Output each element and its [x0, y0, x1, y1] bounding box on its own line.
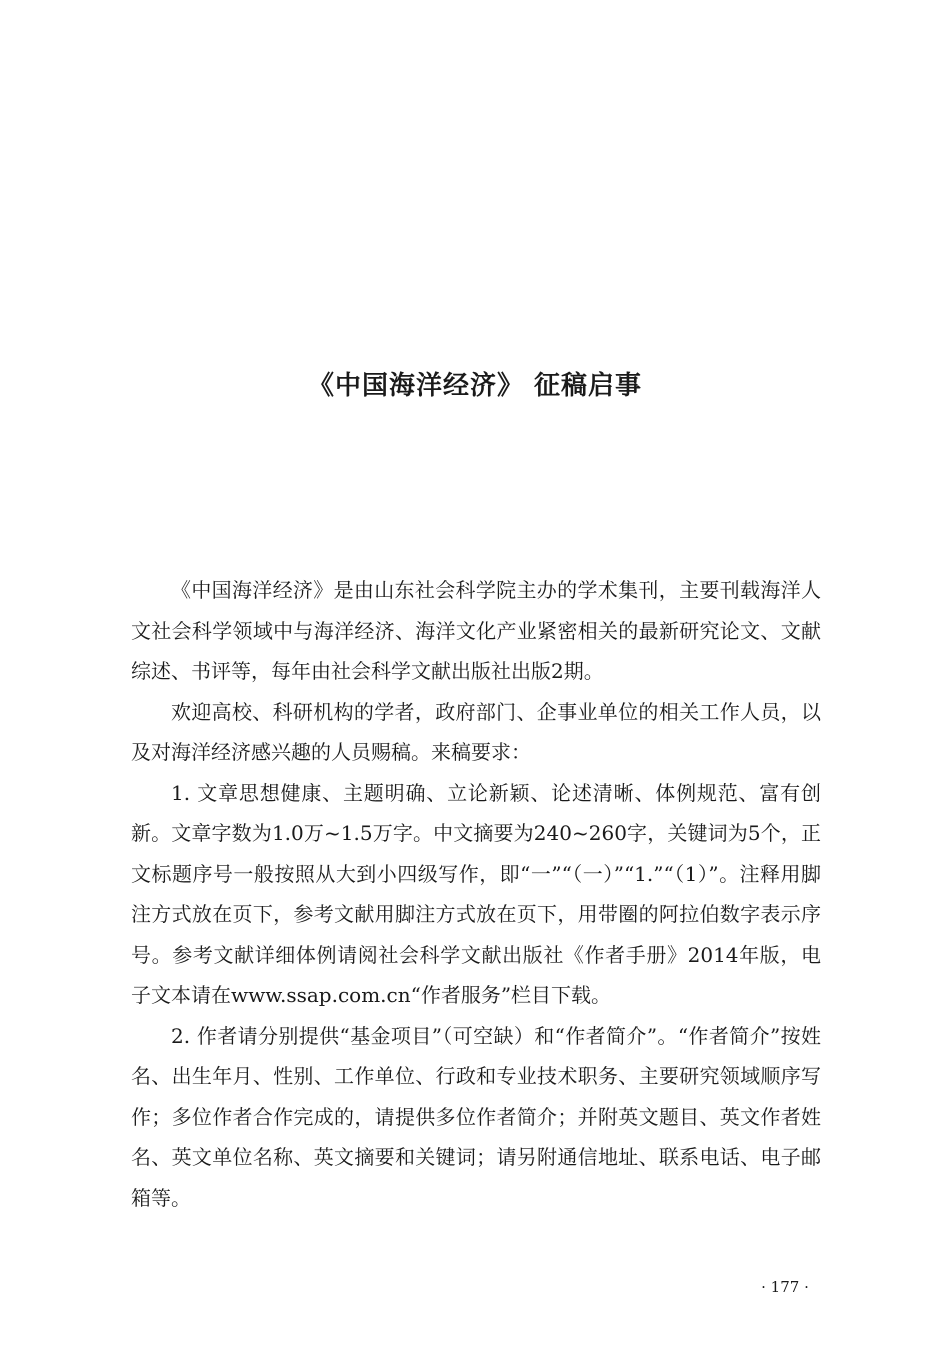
body-text — [131, 570, 821, 1218]
paragraph-invitation: 欢迎高校、科研机构的学者，政府部门、企事业单位的相关工作人员，以及对海洋经济感兴趣的人员赐稿。来稿要求： — [131, 699, 821, 764]
paragraph-requirement-2: 2. 作者请分别提供“基金项目”（可空缺）和“作者简介”。“作者简介”按姓名、出生年月、性别、工作单位、行政和专业技术职务、主要研究领域顺序写作；多位作者合作完成的，请提供多位作者简介；并附英文题目、英文作者姓名、英文单位名称、英文摘要和关键词；请另附通信地址、联系电话、电子邮箱等。 — [131, 1023, 821, 1210]
paragraph-requirement-1: 1. 文章思想健康、主题明确、立论新颖、论述清晰、体例规范、富有创新。文章字数为1.0万~1.5万字。中文摘要为240~260字，关键词为5个，正文标题序号一般按照从大到小四级写作，即“一”“（一）”“1.”“（1）”。注释用脚注方式放在页下，参考文献用脚注方式放在页下，用带圈的阿拉伯数字表示序号。参考文献详细体例请阅社会科学文献出版社《作者手册》2014年版，电子文本请在www.ssap.com.cn“作者服务”栏目下载。 — [131, 780, 821, 1007]
page-number: · 177 · — [761, 1278, 809, 1296]
paragraph-intro: 《中国海洋经济》是由山东社会科学院主办的学术集刊，主要刊载海洋人文社会科学领域中与海洋经济、海洋文化产业紧密相关的最新研究论文、文献综述、书评等，每年由社会科学文献出版社出版2期。 — [131, 578, 821, 683]
page-title: 《中国海洋经济》 征稿启事 — [307, 371, 643, 401]
